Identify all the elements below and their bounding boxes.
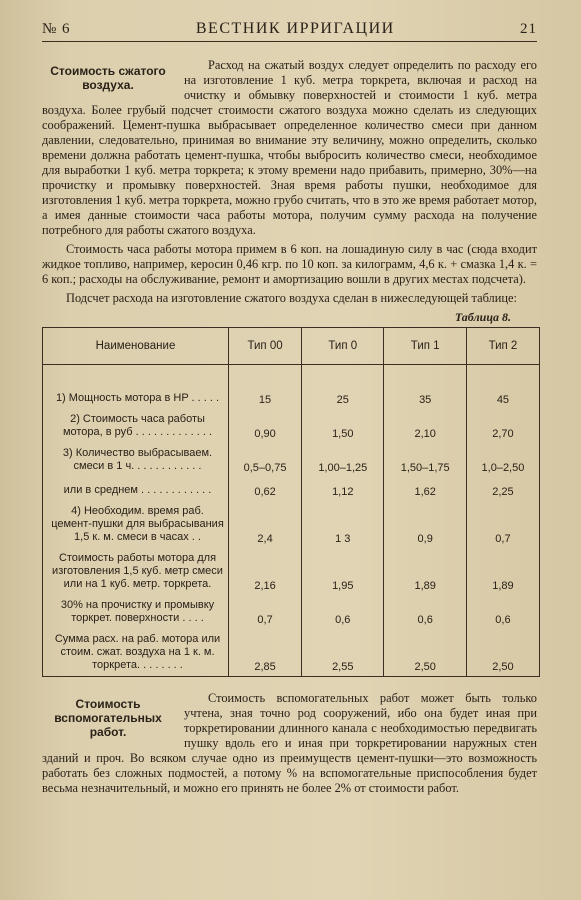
column-header: Тип 1	[384, 328, 466, 365]
table-caption: Таблица 8.	[454, 310, 511, 324]
cost-table	[42, 327, 540, 677]
table-cell: 2,85	[229, 629, 302, 677]
page-header	[42, 20, 537, 42]
table-cell: 2,10	[384, 409, 466, 443]
table-row	[43, 595, 540, 629]
table-cell: 2,55	[302, 629, 384, 677]
row-label: 30% на прочистку и промывку торкрет. поверхности . . . .	[43, 595, 229, 629]
column-header: Тип 00	[229, 328, 302, 365]
paragraph: Стоимость часа работы мотора примем в 6 коп. на лошадиную силу в час (сюда входит жидкое топливо, например, керосин 0,46 кгр. по 10 коп. за килограмм, 4,6 к. + смазка 1,4 к. = 6 коп.; расходы на обслуживание, ремонт и амортизацию вошли в других местах подсчета).	[42, 242, 537, 286]
table-cell: 25	[302, 365, 384, 409]
table-cell: 1,50–1,75	[384, 443, 466, 477]
table-row	[43, 365, 540, 409]
page-number: 21	[520, 21, 537, 37]
table-cell: 1,0–2,50	[466, 443, 539, 477]
table-cell: 0,7	[229, 595, 302, 629]
paragraph: Стоимость вспомогательных работ может быть только учтена, зная точно род сооружений, ибо она будет иная при торкретировании длинного канала с необходимостью передвигать пушку вдоль его и иная при торкретировании наружных стен зданий и проч. Во всяком случае одно из преимуществ цемент-пушки—это возможность работать без сложных подмостей, а потому % на вспомогательные приспособления будет весьма незначительный, и можно его принять не более 2% от стоимости работ.	[42, 690, 537, 795]
table-cell: 0,90	[229, 409, 302, 443]
table-cell: 1,95	[302, 548, 384, 595]
column-header: Тип 0	[302, 328, 384, 365]
paragraph: Подсчет расхода на изготовление сжатого воздуха сделан в нижеследующей таблице:	[66, 291, 517, 305]
journal-title: ВЕСТНИК ИРРИГАЦИИ	[195, 20, 395, 37]
table-cell: 2,50	[384, 629, 466, 677]
section-heading: Стоимость вспомогательных работ.	[54, 696, 162, 739]
table-cell: 1,50	[302, 409, 384, 443]
table-cell: 0,9	[384, 501, 466, 548]
table-cell: 35	[384, 365, 466, 409]
table-cell: 0,7	[466, 501, 539, 548]
table-cell: 2,16	[229, 548, 302, 595]
row-label: 4) Необходим. время раб. цемент-пушки для выбрасывания 1,5 к. м. смеси в часах . .	[43, 501, 229, 548]
column-header: Тип 2	[466, 328, 539, 365]
table-row	[43, 501, 540, 548]
table-row	[43, 548, 540, 595]
table-header-row	[43, 328, 540, 365]
table-cell: 2,4	[229, 501, 302, 548]
row-label: 2) Стоимость часа работы мотора, в руб . . . . . . . . . . . . .	[43, 409, 229, 443]
table-row	[43, 443, 540, 477]
row-label: 1) Мощность мотора в HP . . . . .	[43, 365, 229, 409]
table-cell: 1,89	[384, 548, 466, 595]
table-cell: 0,6	[384, 595, 466, 629]
issue-number: № 6	[42, 21, 71, 37]
row-label: или в среднем . . . . . . . . . . . .	[43, 477, 229, 501]
table-cell: 2,70	[466, 409, 539, 443]
section-heading: Стоимость сжатого воздуха.	[50, 64, 166, 92]
table-cell: 1,12	[302, 477, 384, 501]
paragraph: Расход на сжатый воздух следует определить по расходу его на изготовление 1 куб. метра торкрета, включая и расход на очистку и обмывку поверхностей и стоимости 1 куб. метра воздуха. Более грубый подсчет стоимости сжатого воздуха можно сделать из следующих соображений. Цемент-пушка выбрасывает определенное количество смеси при данном давлении, следовательно, принимая во внимание эту величину, можно определить, сколько времени должна работать цемент-пушка, чтобы выбросить количество смеси, необходимое для выработки 1 куб. метра торкрета; к этому времени надо прибавить, примерно, 30%—на прочистку и промывку поверхностей. Зная время работы пушки, необходимое для изготовления 1 куб. метра торкрета, можно грубо считать, что в это же время работает мотор, а имея данные стоимости часа работы мотора, получим сумму расхода на получение потребного для работы сжатого воздуха.	[42, 58, 537, 237]
table-cell: 2,50	[466, 629, 539, 677]
section-auxiliary-works	[42, 691, 537, 796]
table-row	[43, 409, 540, 443]
table-row	[43, 477, 540, 501]
row-label: 3) Количество выбрасываем. смеси в 1 ч. . . . . . . . . . . .	[43, 443, 229, 477]
table-row	[43, 629, 540, 677]
table-cell: 1,62	[384, 477, 466, 501]
table-cell: 1 3	[302, 501, 384, 548]
column-header: Наименование	[43, 328, 229, 365]
table-cell: 0,6	[466, 595, 539, 629]
table-cell: 1,89	[466, 548, 539, 595]
table-cell: 0,5–0,75	[229, 443, 302, 477]
table-cell: 0,6	[302, 595, 384, 629]
table-cell: 15	[229, 365, 302, 409]
table-cell: 1,00–1,25	[302, 443, 384, 477]
section-compressed-air	[42, 58, 537, 306]
table-cell: 45	[466, 365, 539, 409]
row-label: Стоимость работы мотора для изготовления 1,5 куб. метр смеси или на 1 куб. метр. торкрета.	[43, 548, 229, 595]
row-label: Сумма расх. на раб. мотора или стоим. сжат. воздуха на 1 к. м. торкрета. . . . . . . .	[43, 629, 229, 677]
table-cell: 0,62	[229, 477, 302, 501]
table-cell: 2,25	[466, 477, 539, 501]
